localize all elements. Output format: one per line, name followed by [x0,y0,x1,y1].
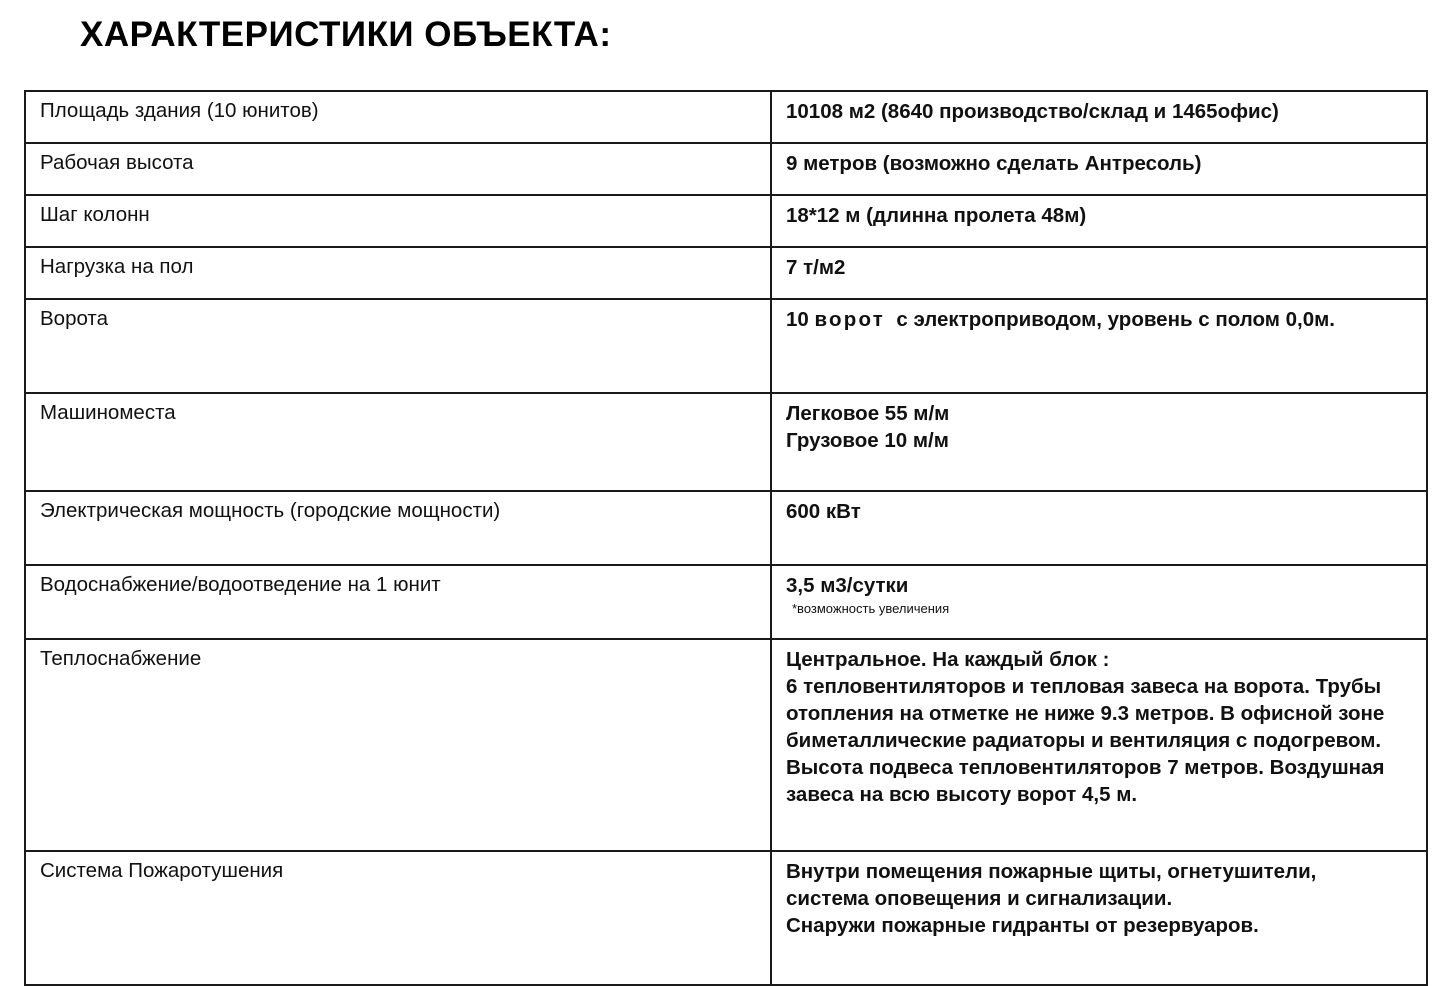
value-line: Снаружи пожарные гидранты от резервуаров. [786,914,1259,938]
page-title: ХАРАКТЕРИСТИКИ ОБЪЕКТА: [80,15,612,54]
table-row [25,393,1427,491]
value-line: 7 т/м2 [786,256,846,279]
row-label-fire-system: Система Пожаротушения [25,851,771,985]
gates-description: с электроприводом, уровень с полом 0,0м. [896,308,1335,331]
value-line: Грузовое 10 м/м [786,429,949,453]
gates-word: ворот [814,308,885,331]
row-label-column-grid: Шаг колонн [25,195,771,247]
value-line: Легковое 55 м/м [786,402,950,425]
table-row [25,851,1427,985]
value-line: отопления на отметке не ниже 9.3 метров. В офисной зоне [786,702,1385,726]
row-value-column-grid [771,195,1427,247]
value-line: завеса на всю высоту ворот 4,5 м. [786,783,1138,807]
gates-count: 10 [786,308,809,331]
row-value-gates [771,299,1427,393]
row-value-fire-system [771,851,1427,985]
value-line: Центральное. На каждый блок : [786,648,1110,671]
value-line: Внутри помещения пожарные щиты, огнетушители, [786,860,1317,883]
row-label-electric-power: Электрическая мощность (городские мощности) [25,491,771,565]
value-note: *возможность увеличения [792,601,950,617]
row-label-floor-load: Нагрузка на пол [25,247,771,299]
row-value-building-area [771,91,1427,143]
table-row [25,91,1427,143]
table-row [25,565,1427,639]
row-label-parking: Машиноместа [25,393,771,491]
row-value-electric-power [771,491,1427,565]
value-line: 9 метров (возможно сделать Антресоль) [786,152,1202,175]
value-line: 600 кВт [786,500,861,523]
value-line: 10108 м2 (8640 производство/склад и 1465офис) [786,100,1279,123]
value-line [786,306,1414,333]
row-value-water-supply [771,565,1427,639]
table-row [25,195,1427,247]
value-line: 18*12 м (длинна пролета 48м) [786,204,1087,227]
row-value-heating [771,639,1427,851]
document-page [0,14,1452,938]
value-line: 3,5 м3/сутки [786,574,909,597]
row-label-heating: Теплоснабжение [25,639,771,851]
value-line: биметаллические радиаторы и вентиляция с подогревом. [786,729,1382,753]
value-line: Высота подвеса тепловентиляторов 7 метров. Воздушная [786,756,1385,780]
value-line: 6 тепловентиляторов и тепловая завеса на ворота. Трубы [786,675,1382,699]
row-label-water-supply: Водоснабжение/водоотведение на 1 юнит [25,565,771,639]
row-label-building-area: Площадь здания (10 юнитов) [25,91,771,143]
table-row [25,143,1427,195]
table-row [25,491,1427,565]
row-value-working-height [771,143,1427,195]
row-label-working-height: Рабочая высота [25,143,771,195]
row-label-gates: Ворота [25,299,771,393]
object-specifications-table [24,90,1428,986]
table-row [25,639,1427,851]
table-row [25,299,1427,393]
row-value-parking [771,393,1427,491]
row-value-floor-load [771,247,1427,299]
value-line: система оповещения и сигнализации. [786,887,1173,911]
table-row [25,247,1427,299]
